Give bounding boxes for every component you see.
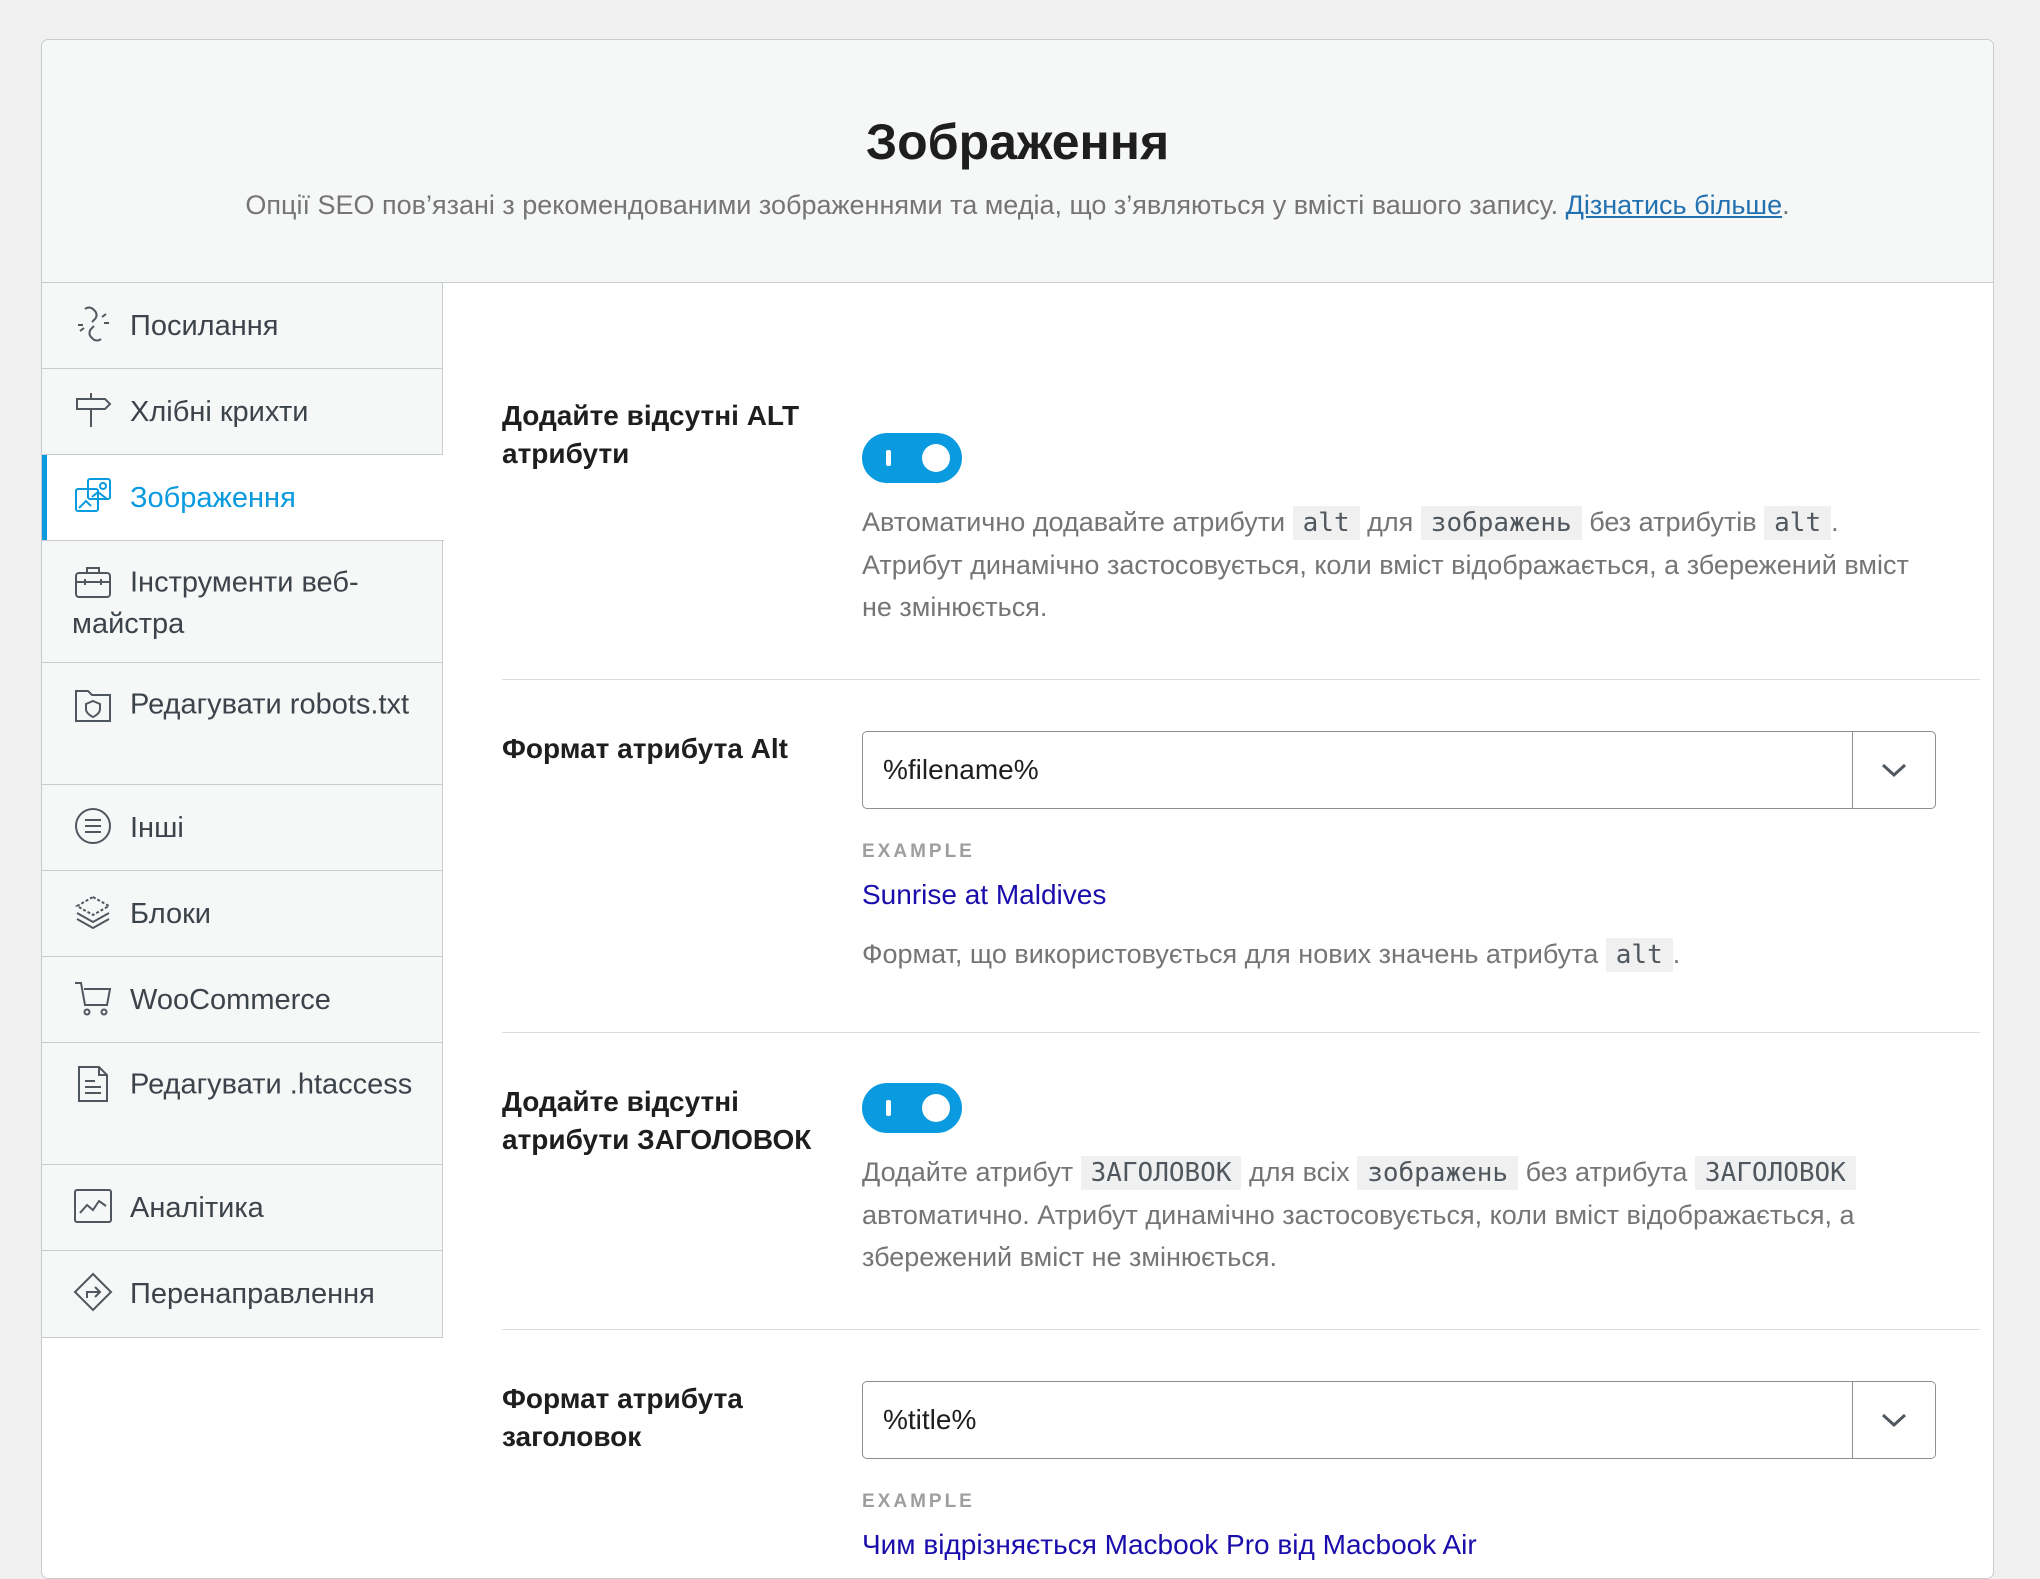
alt-format-select[interactable] bbox=[862, 731, 1936, 809]
desc-text: для bbox=[1367, 507, 1414, 537]
signpost-icon bbox=[72, 389, 114, 431]
desc-text: автоматично. Атрибут динамічно застосовується, коли вміст відображається, а збережений вміст не змінюється. bbox=[862, 1200, 1855, 1272]
select-value: %filename% bbox=[883, 754, 1039, 785]
sidebar-item-analytics[interactable] bbox=[42, 1165, 442, 1251]
setting-label: Додайте відсутні ALT атрибути bbox=[502, 400, 800, 469]
toggle-on-indicator bbox=[886, 1100, 891, 1116]
images-icon bbox=[72, 475, 114, 517]
sidebar-item-label: Перенаправлення bbox=[130, 1278, 375, 1310]
setting-control bbox=[862, 731, 1936, 976]
sidebar-item-label: Хлібні крихти bbox=[130, 395, 309, 428]
toolbox-icon bbox=[72, 561, 114, 603]
sidebar-item-label: WooCommerce bbox=[130, 983, 331, 1016]
redirect-icon bbox=[72, 1271, 114, 1313]
desc-text: . bbox=[1672, 939, 1681, 969]
setting-control bbox=[862, 1083, 1936, 1278]
sidebar-item-label: Інструменти веб-майстра bbox=[72, 566, 359, 640]
setting-description bbox=[862, 1151, 1936, 1278]
setting-control bbox=[862, 1381, 1936, 1565]
sidebar-item-label: Блоки bbox=[130, 897, 211, 930]
sidebar-item-label: Аналітика bbox=[130, 1191, 264, 1224]
link-break-icon bbox=[72, 303, 114, 345]
sidebar-item-label: Посилання bbox=[130, 309, 279, 342]
sidebar-item-label: Редагувати robots.txt bbox=[130, 688, 410, 721]
desc-text: Автоматично додавайте атрибути bbox=[862, 507, 1286, 537]
code-snippet: alt bbox=[1764, 506, 1831, 540]
setting-row-alt-toggle bbox=[502, 283, 1980, 680]
sidebar-item-robots[interactable] bbox=[42, 663, 442, 785]
analytics-chart-icon bbox=[72, 1185, 114, 1227]
toggle-on-indicator bbox=[886, 450, 891, 466]
file-text-icon bbox=[72, 1063, 114, 1105]
sidebar-item-htaccess[interactable] bbox=[42, 1043, 442, 1165]
sidebar-item-webmaster-tools[interactable] bbox=[42, 541, 442, 663]
code-snippet: зображень bbox=[1357, 1156, 1518, 1190]
chevron-down-icon[interactable] bbox=[1852, 1382, 1935, 1458]
folder-shield-icon bbox=[72, 683, 114, 725]
settings-panel bbox=[41, 39, 1994, 1579]
settings-content bbox=[502, 283, 1980, 1579]
desc-text: без атрибутів bbox=[1589, 507, 1757, 537]
setting-description bbox=[862, 501, 1936, 628]
setting-row-title-format bbox=[502, 1330, 1980, 1579]
toggle-knob bbox=[922, 1094, 950, 1122]
code-snippet: alt bbox=[1606, 938, 1673, 972]
list-circle-icon bbox=[72, 805, 114, 847]
desc-text: для всіх bbox=[1249, 1157, 1350, 1187]
title-attributes-toggle[interactable] bbox=[862, 1083, 962, 1133]
desc-text: без атрибута bbox=[1525, 1157, 1688, 1187]
learn-more-link[interactable]: Дізнатись більше bbox=[1565, 190, 1783, 220]
setting-control bbox=[862, 433, 1936, 628]
sidebar-item-breadcrumbs[interactable] bbox=[42, 369, 442, 455]
sidebar-item-links[interactable] bbox=[42, 283, 442, 369]
select-value: %title% bbox=[883, 1404, 977, 1435]
sidebar-item-images[interactable] bbox=[42, 455, 444, 541]
sidebar-item-woocommerce[interactable] bbox=[42, 957, 442, 1043]
code-snippet: ЗАГОЛОВОК bbox=[1695, 1156, 1856, 1190]
sidebar-item-other[interactable] bbox=[42, 785, 442, 871]
example-heading: EXAMPLE bbox=[862, 841, 975, 862]
toggle-knob bbox=[922, 444, 950, 472]
page-header bbox=[42, 40, 1993, 283]
title-format-select[interactable] bbox=[862, 1381, 1936, 1459]
setting-label: Додайте відсутні атрибути ЗАГОЛОВОК bbox=[502, 1086, 812, 1155]
cart-icon bbox=[72, 977, 114, 1019]
example-heading: EXAMPLE bbox=[862, 1491, 975, 1512]
blocks-layers-icon bbox=[72, 891, 114, 933]
desc-text: Додайте атрибут bbox=[862, 1157, 1074, 1187]
code-snippet: зображень bbox=[1421, 506, 1582, 540]
desc-text: Формат, що використовується для нових значень атрибута bbox=[862, 939, 1599, 969]
setting-row-alt-format bbox=[502, 680, 1980, 1033]
example-value: Чим відрізняється Macbook Pro від Macbook Air bbox=[862, 1529, 1477, 1560]
code-snippet: alt bbox=[1293, 506, 1360, 540]
alt-attributes-toggle[interactable] bbox=[862, 433, 962, 483]
subtitle-period: . bbox=[1782, 190, 1790, 220]
setting-description bbox=[862, 933, 1936, 976]
page-title: Зображення bbox=[865, 114, 1170, 170]
page-subtitle bbox=[42, 188, 1993, 223]
sidebar-item-label: Редагувати .htaccess bbox=[130, 1068, 413, 1101]
sidebar-item-label: Інші bbox=[130, 811, 184, 844]
sidebar-item-blocks[interactable] bbox=[42, 871, 442, 957]
subtitle-text: Опції SEO пов’язані з рекомендованими зображеннями та медіа, що з’являються у вмісті вашого запису. bbox=[245, 190, 1559, 220]
sidebar-item-label: Зображення bbox=[130, 481, 296, 514]
settings-sidebar bbox=[42, 283, 443, 1338]
example-value: Sunrise at Maldives bbox=[862, 879, 1107, 910]
setting-label: Формат атрибута заголовок bbox=[502, 1383, 743, 1452]
chevron-down-icon[interactable] bbox=[1852, 732, 1935, 808]
setting-row-title-toggle bbox=[502, 1033, 1980, 1330]
code-snippet: ЗАГОЛОВОК bbox=[1081, 1156, 1242, 1190]
sidebar-item-redirects[interactable] bbox=[42, 1251, 442, 1337]
setting-label: Формат атрибута Alt bbox=[502, 733, 788, 764]
desc-text: . Атрибут динамічно застосовується, коли вміст відображається, а збережений вміст не змінюється. bbox=[862, 507, 1909, 622]
